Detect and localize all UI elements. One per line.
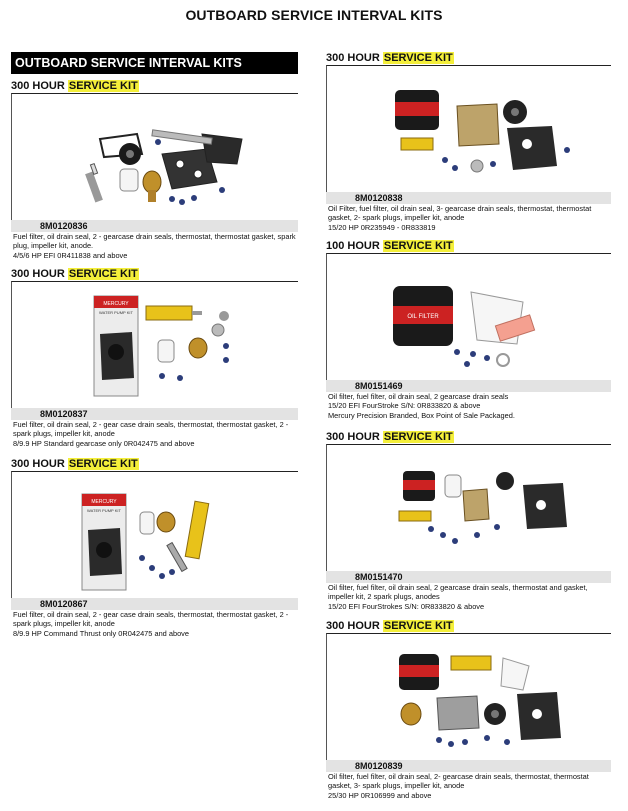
part-number: 8M0120837 <box>11 408 298 420</box>
impeller-image <box>119 143 141 165</box>
kit-header <box>11 268 298 281</box>
spark-plug-image <box>85 164 103 203</box>
fuel-filter-image <box>501 658 529 690</box>
impeller-housing-image <box>457 104 499 146</box>
kit-application: 15/20 HP 0R235949 - 0R833819 <box>328 222 436 232</box>
kit-type-highlight: SERVICE KIT <box>383 240 453 252</box>
anode-image <box>471 160 483 172</box>
part-number: 8M0120867 <box>11 598 298 610</box>
kit-application: 15/20 EFI FourStrokes S/N: 0R833820 & above <box>328 601 485 611</box>
kit-card-8M0120838 <box>326 52 611 232</box>
seal-washers-image <box>454 349 490 367</box>
kit-packaging-note: Mercury Precision Branded, Box Point of Sale Packaged. <box>328 410 515 420</box>
kit-type-highlight: SERVICE KIT <box>383 52 453 64</box>
kit-application: 8/9.9 HP Standard gearcase only 0R042475 and above <box>13 438 195 448</box>
impeller-image <box>503 100 527 124</box>
kit-header <box>11 80 298 93</box>
kit-card-8M0151470 <box>326 431 611 611</box>
kit-header <box>11 458 298 471</box>
spark-plug-box-image <box>146 306 202 320</box>
part-number: 8M0120836 <box>11 220 298 232</box>
impeller-housing-image <box>463 489 489 521</box>
kit-type-highlight: SERVICE KIT <box>383 431 453 443</box>
fuel-filter-image <box>140 512 154 534</box>
kit-card-8M0120839 <box>326 620 611 800</box>
thermostat-image <box>401 703 421 725</box>
kit-description: Fuel filter, oil drain seal, 2 - gear case drain seals, thermostat, thermostat gasket, 2 - spark plugs, impeller kit, anode <box>13 420 289 439</box>
part-number: 8M0120839 <box>326 760 611 772</box>
fuel-filter-image <box>445 475 461 497</box>
gasket-image <box>507 126 557 170</box>
anode-image <box>212 311 229 336</box>
spark-plug-box-image <box>185 501 209 559</box>
part-number: 8M0120838 <box>326 192 611 204</box>
kit-header <box>326 431 611 444</box>
spark-plug-box-image <box>451 656 491 670</box>
kit-application: 25/30 HP 0R106999 and above <box>328 790 432 800</box>
kit-description: Oil filter, fuel filter, oil drain seal, 2 gearcase drain seals, thermostat and gasket, impeller kit, 2 spark plugs, anodes <box>328 583 588 602</box>
kit-card-8M0120867 <box>11 458 298 638</box>
gasket-image <box>517 692 561 740</box>
seal-washers-image <box>428 524 500 544</box>
kit-header <box>326 52 611 65</box>
water-pump-kit-package-image <box>94 296 138 396</box>
kit-photo <box>11 281 298 408</box>
spark-plug-box-image <box>401 138 433 150</box>
kit-application: 4/5/6 HP EFI 0R411838 and above <box>13 250 128 260</box>
thermostat-image <box>189 338 207 358</box>
kit-application: 15/20 EFI FourStroke S/N: 0R833820 & above <box>328 401 481 411</box>
spark-plug-image <box>167 543 187 572</box>
package-label: WATER PUMP KIT <box>99 310 133 315</box>
kit-photo <box>326 633 611 760</box>
o-ring-image <box>497 354 509 366</box>
kit-type-highlight: SERVICE KIT <box>68 458 138 470</box>
water-pump-kit-package-image <box>82 494 126 590</box>
gasket-image <box>523 483 567 529</box>
oil-filter-image <box>403 471 435 501</box>
part-number: 8M0151470 <box>326 571 611 583</box>
kit-type-highlight: SERVICE KIT <box>68 268 138 280</box>
kit-photo <box>11 471 298 598</box>
oil-filter-label: OIL FILTER <box>407 314 439 320</box>
fuel-filter-image <box>120 169 138 191</box>
fuel-filter-image <box>471 292 535 344</box>
kit-hours: 300 HOUR <box>11 268 65 280</box>
impeller-image <box>496 472 514 490</box>
kit-header <box>326 240 611 253</box>
oil-filter-image <box>399 654 439 690</box>
impeller-image <box>484 703 506 725</box>
kit-type-highlight: SERVICE KIT <box>68 80 138 92</box>
kit-card-8M0151469 <box>326 240 611 420</box>
fuel-filter-image <box>158 340 174 362</box>
section-banner: OUTBOARD SERVICE INTERVAL KITS <box>11 52 298 74</box>
kit-application: 8/9.9 HP Command Thrust only 0R042475 and above <box>13 628 189 638</box>
kit-hours: 300 HOUR <box>326 620 380 632</box>
brand-label: MERCURY <box>103 301 129 307</box>
seal-washers-image <box>436 735 510 747</box>
kit-description: Oil Filter, fuel filter, oil drain seal, 3- gearcase drain seals, thermostat, thermostat gasket, 2- spark plugs, impeller kit, anode <box>328 204 592 223</box>
kit-hours: 300 HOUR <box>326 431 380 443</box>
thermostat-image <box>143 171 161 202</box>
page-title: OUTBOARD SERVICE INTERVAL KITS <box>185 7 443 23</box>
kit-card-8M0120836 <box>11 80 298 260</box>
kit-header <box>326 620 611 633</box>
kit-description: Oil filter, fuel filter, oil drain seal, 2- gearcase drain seals, thermostat, thermostat gasket, 3- spark plugs, impeller kit, anode <box>328 772 589 791</box>
thermostat-image <box>157 512 175 532</box>
kit-type-highlight: SERVICE KIT <box>383 620 453 632</box>
impeller-housing-image <box>437 696 479 730</box>
oil-filter-image <box>393 286 453 346</box>
brand-label: MERCURY <box>91 499 117 505</box>
kit-description: Fuel filter, oil drain seal, 2 - gear case drain seals, thermostat, thermostat gasket, 2 - spark plugs, impeller kit, anode <box>13 610 289 629</box>
kit-hours: 300 HOUR <box>11 80 65 92</box>
kit-hours: 300 HOUR <box>326 52 380 64</box>
kit-photo <box>326 253 611 380</box>
part-number: 8M0151469 <box>326 380 611 392</box>
spark-plug-box-image <box>399 511 431 521</box>
kit-hours: 100 HOUR <box>326 240 380 252</box>
oil-filter-image <box>395 90 439 130</box>
kit-photo <box>326 444 611 571</box>
kit-photo <box>11 93 298 220</box>
package-label: WATER PUMP KIT <box>87 508 121 513</box>
kit-description: Oil filter, fuel filter, oil drain seal, 2 gearcase drain seals <box>328 392 509 401</box>
kit-photo <box>326 65 611 192</box>
seal-washers-image <box>139 555 175 579</box>
kit-description: Fuel filter, oil drain seal, 2 - gearcase drain seals, thermostat, thermostat gasket, spark plug, impeller kit, anode. <box>13 232 296 251</box>
kit-hours: 300 HOUR <box>11 458 65 470</box>
kit-card-8M0120837 <box>11 268 298 448</box>
